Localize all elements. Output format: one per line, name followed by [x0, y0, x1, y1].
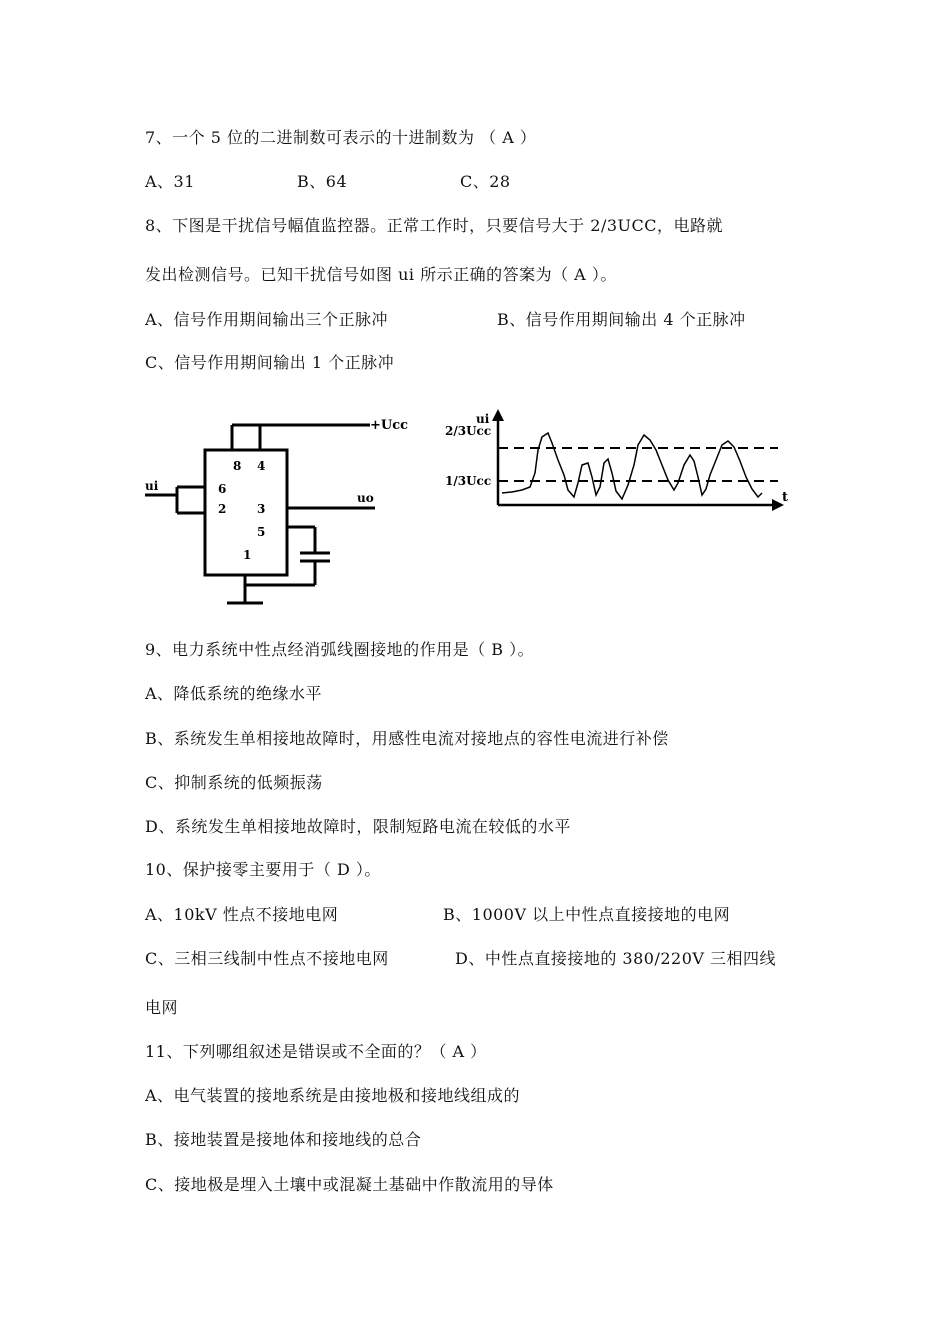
- q7-option-a: A、31: [145, 172, 195, 191]
- pin-4-label: 4: [257, 459, 266, 473]
- pin-2-label: 2: [218, 502, 227, 516]
- waveform-figure: [440, 405, 800, 530]
- output-label: uo: [357, 491, 374, 505]
- q9-option-a: A、降低系统的绝缘水平: [145, 684, 323, 703]
- pin-5-label: 5: [257, 525, 266, 539]
- q11-option-a: A、电气装置的接地系统是由接地极和接地线组成的: [145, 1086, 521, 1105]
- q7-question: 7、一个 5 位的二进制数可表示的十进制数为 （ A ）: [145, 128, 537, 147]
- q10-option-d-continuation: 电网: [145, 998, 179, 1017]
- q8-option-a: A、信号作用期间输出三个正脉冲: [145, 310, 389, 329]
- lower-level-label: 1/3Ucc: [445, 474, 492, 488]
- x-axis-label: t: [782, 490, 789, 505]
- q10-question: 10、保护接零主要用于（ D ）。: [145, 860, 381, 879]
- q11-question: 11、下列哪组叙述是错误或不全面的？（ A ）: [145, 1042, 487, 1061]
- q11-option-b: B、接地装置是接地体和接地线的总合: [145, 1130, 422, 1149]
- waveform-diagram: [440, 405, 800, 530]
- pin-6-label: 6: [218, 482, 227, 496]
- timer-circuit-figure: [145, 405, 425, 610]
- q10-option-a: A、10kV 性点不接地电网: [145, 905, 339, 924]
- q8-question-line2: 发出检测信号。已知干扰信号如图 ui 所示正确的答案为（ A ）。: [145, 265, 617, 284]
- q7-option-c: C、28: [460, 172, 511, 191]
- y-axis-label: ui: [476, 412, 490, 426]
- upper-level-label: 2/3Ucc: [445, 424, 492, 438]
- q8-question-line1: 8、下图是干扰信号幅值监控器。正常工作时，只要信号大于 2/3UCC，电路就: [145, 216, 723, 235]
- q9-question: 9、电力系统中性点经消弧线圈接地的作用是（ B ）。: [145, 640, 535, 659]
- q9-option-c: C、抑制系统的低频振荡: [145, 773, 323, 792]
- pin-3-label: 3: [257, 502, 266, 516]
- pin-8-label: 8: [233, 459, 242, 473]
- q11-option-c: C、接地极是埋入土壤中或混凝土基础中作散流用的导体: [145, 1175, 554, 1194]
- q10-option-b: B、1000V 以上中性点直接接地的电网: [443, 905, 731, 924]
- input-label: ui: [145, 479, 159, 493]
- q10-option-d: D、中性点直接接地的 380/220V 三相四线: [455, 949, 777, 968]
- q7-option-b: B、64: [297, 172, 348, 191]
- vcc-label: +Ucc: [370, 418, 409, 433]
- input-signal-curve: [502, 433, 762, 499]
- q9-option-b: B、系统发生单相接地故障时，用感性电流对接地点的容性电流进行补偿: [145, 729, 669, 748]
- timer-circuit-diagram: [145, 405, 425, 610]
- q8-option-c: C、信号作用期间输出 1 个正脉冲: [145, 353, 395, 372]
- q8-option-b: B、信号作用期间输出 4 个正脉冲: [497, 310, 746, 329]
- q9-option-d: D、系统发生单相接地故障时，限制短路电流在较低的水平: [145, 817, 571, 836]
- q10-option-c: C、三相三线制中性点不接地电网: [145, 949, 389, 968]
- pin-1-label: 1: [243, 548, 252, 562]
